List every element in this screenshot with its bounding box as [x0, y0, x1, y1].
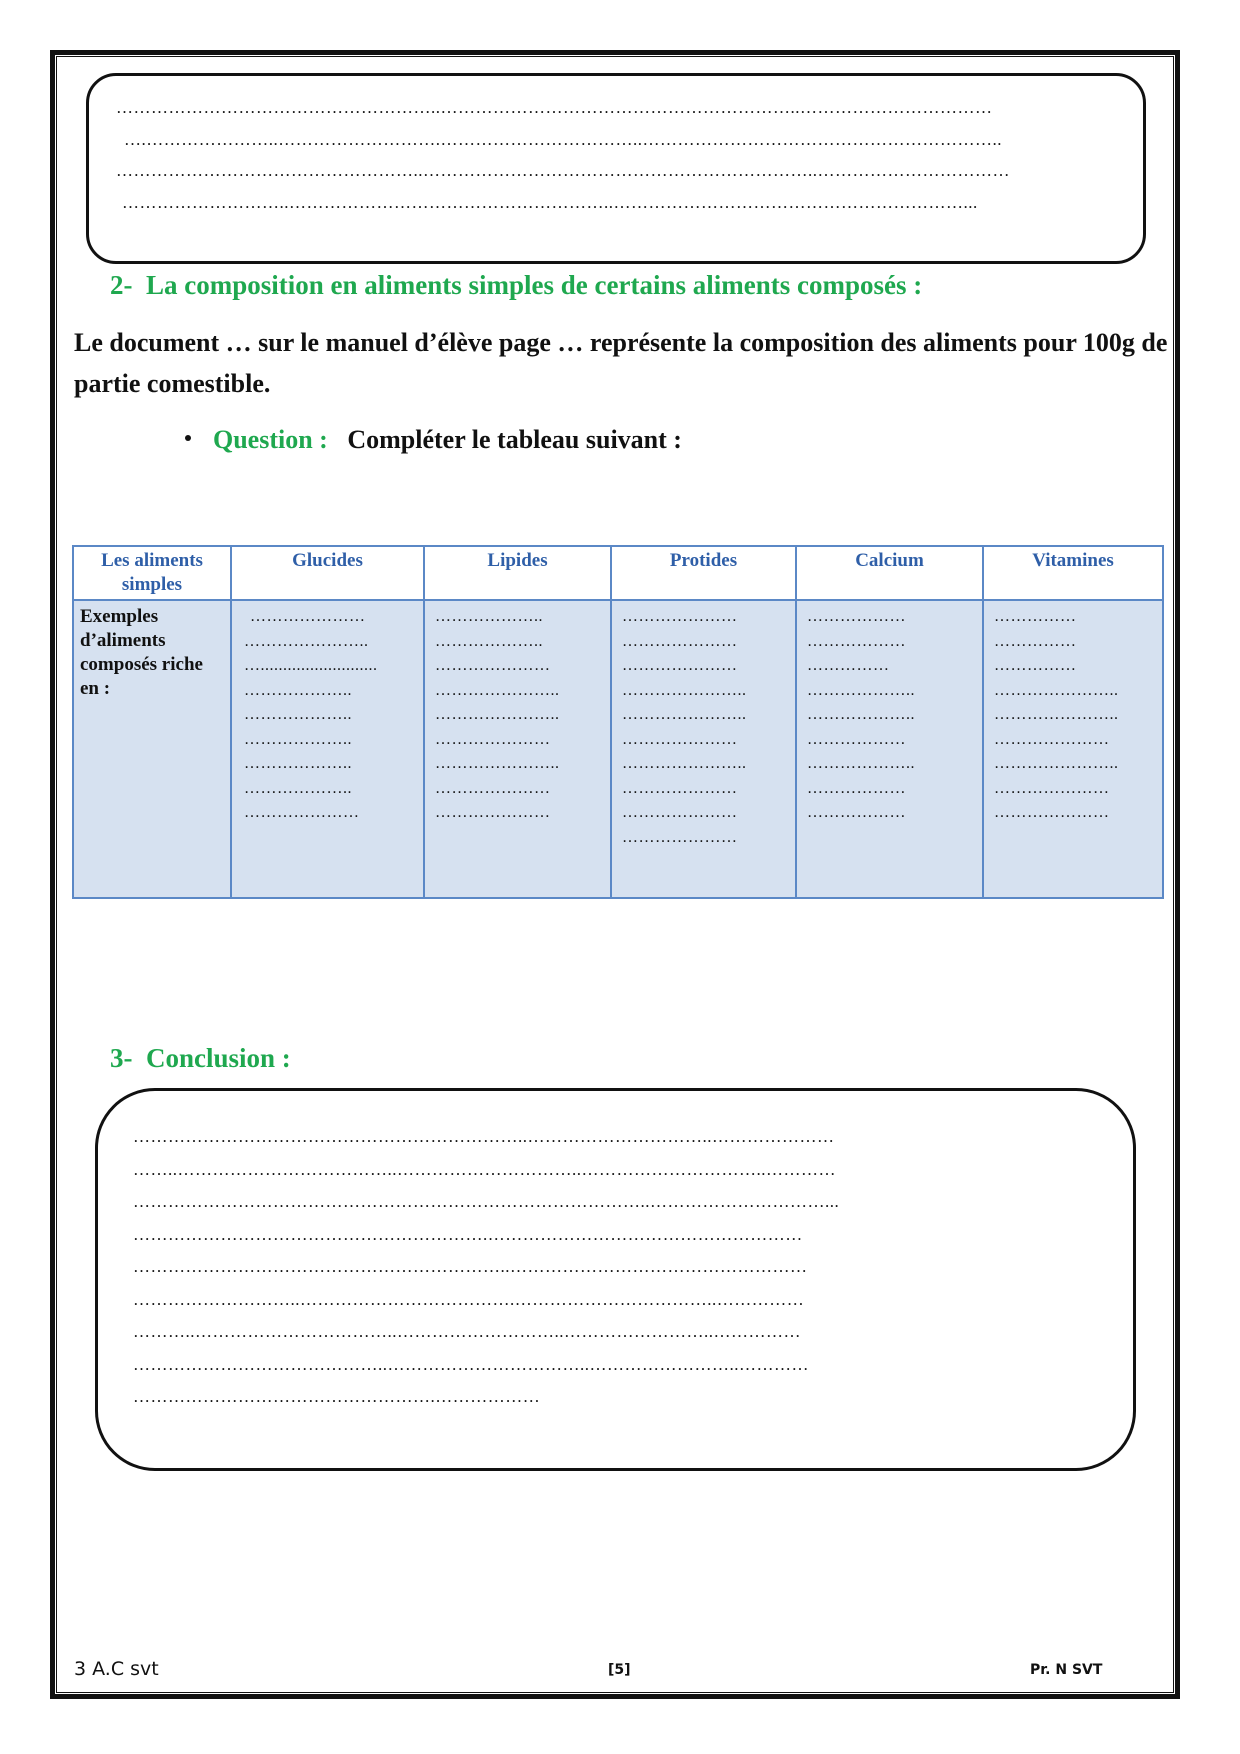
calcium-cell[interactable]	[796, 600, 983, 898]
fill-line[interactable]: …………………..	[435, 706, 560, 723]
fill-line[interactable]: …………………	[435, 804, 551, 821]
conclusion-line[interactable]: …………………………………………….………………	[133, 1387, 541, 1406]
conclusion-line[interactable]: ……………………………………..……………………………..……………………..…………	[133, 1355, 809, 1374]
fill-line[interactable]: ………………..	[244, 779, 352, 797]
fill-line[interactable]: ………………	[807, 632, 906, 650]
conclusion-line[interactable]: ……………………………………………………………………………..…………………………...	[133, 1192, 840, 1211]
footer-right: Pr. N SVT	[1030, 1662, 1103, 1678]
bullet-icon	[185, 435, 191, 441]
fill-line[interactable]: ………………	[807, 804, 906, 821]
fill-line[interactable]: …………………..	[244, 632, 369, 650]
fill-line[interactable]: …………………	[435, 779, 551, 797]
fill-line[interactable]: ………………..	[435, 632, 543, 650]
conclusion-line[interactable]: …………………………………………………….………………………………………………	[133, 1225, 803, 1244]
section-3-heading	[110, 1043, 291, 1074]
fill-line[interactable]: …………………	[622, 779, 738, 797]
lipides-cell[interactable]	[424, 600, 611, 898]
answer-line[interactable]: ………………………..………………………………………………..……………………………………………………...	[122, 193, 978, 212]
answer-line[interactable]: ………………………………………………..……………………………………………………..……………………………	[116, 98, 993, 117]
header-vitamines: Vitamines	[983, 546, 1163, 600]
fill-line[interactable]: ………………	[807, 608, 906, 625]
fill-line[interactable]: ……………	[807, 657, 890, 674]
question-line	[185, 425, 682, 455]
header-lipides: Lipides	[424, 546, 611, 600]
fill-line[interactable]: …………………	[622, 730, 738, 748]
fill-line[interactable]: ………………..	[807, 755, 915, 772]
section-number: 2-	[110, 270, 133, 300]
fill-line[interactable]: …………………	[622, 828, 738, 846]
conclusion-line[interactable]: ………..……………………………..………………………..……………………..……………	[133, 1322, 801, 1341]
conclusion-line[interactable]: ………………………..……………………………….……………………………..……………	[133, 1290, 805, 1309]
fill-line[interactable]: …………………..	[622, 681, 747, 699]
conclusion-line[interactable]: …………………………………………………………..…………………………..…………………	[133, 1127, 835, 1146]
fill-line[interactable]: …………………	[622, 608, 738, 625]
fill-line[interactable]: ……………	[994, 657, 1077, 674]
fill-line[interactable]: …………………..	[435, 755, 560, 772]
answer-line[interactable]: ……………………………………………..…………………………………………………………..……………………………	[116, 161, 1010, 180]
answer-line[interactable]: ….…………………..……………………….……………………………..……………………………………………………..	[124, 130, 1002, 149]
fill-line[interactable]: …..........................	[244, 657, 378, 674]
fill-line[interactable]: ………………..	[435, 608, 543, 625]
fill-line[interactable]: …………………	[622, 804, 738, 821]
protides-cell[interactable]	[611, 600, 796, 898]
header-aliments-simples: Les aliments simples	[73, 546, 231, 600]
fill-line[interactable]: …………………..	[994, 681, 1119, 699]
fill-line[interactable]: …………………	[622, 632, 738, 650]
section-title: La composition en aliments simples de certains aliments composés :	[146, 270, 923, 300]
intro-paragraph: Le document … sur le manuel d’élève page … représente la composition des aliments pour 100g de partie comestible.	[74, 328, 1168, 398]
fill-line[interactable]: ………………..	[244, 681, 352, 699]
fill-line[interactable]: ……………	[994, 632, 1077, 650]
header-calcium: Calcium	[796, 546, 983, 600]
footer-left: 3 A.C svt	[74, 1658, 159, 1680]
fill-line[interactable]: ………………..	[244, 755, 352, 772]
table-header-row	[73, 546, 1163, 600]
section-2-heading	[110, 270, 922, 301]
header-glucides: Glucides	[231, 546, 424, 600]
fill-line[interactable]: …………………	[622, 657, 738, 674]
section-number: 3-	[110, 1043, 133, 1073]
fill-line[interactable]: …………………	[994, 730, 1110, 748]
fill-line[interactable]: …………………	[435, 657, 551, 674]
row-label-cell	[73, 600, 231, 898]
fill-line[interactable]: ………………..	[244, 730, 352, 748]
fill-line[interactable]: …………………..	[994, 755, 1119, 772]
question-label: Question :	[213, 425, 328, 454]
fill-line[interactable]: …………………	[994, 779, 1110, 797]
conclusion-line[interactable]: ……..………………………………..…………………………..…………………………..…………	[133, 1160, 836, 1179]
fill-line[interactable]: …………………	[250, 608, 366, 625]
fill-line[interactable]: …………………	[994, 804, 1110, 821]
fill-line[interactable]: ………………	[807, 779, 906, 797]
row-label: Exemples d’aliments composés riche en :	[80, 606, 203, 699]
header-protides: Protides	[611, 546, 796, 600]
fill-line[interactable]: …………………..	[435, 681, 560, 699]
fill-line[interactable]: …………………	[435, 730, 551, 748]
fill-line[interactable]: ………………..	[807, 681, 915, 699]
fill-line[interactable]: …………………..	[622, 706, 747, 723]
fill-line[interactable]: ……………	[994, 608, 1077, 625]
fill-line[interactable]: ………………	[807, 730, 906, 748]
glucides-cell[interactable]	[231, 600, 424, 898]
section-title: Conclusion :	[146, 1043, 291, 1073]
conclusion-line[interactable]: ………………………………………………………..……………………………………………	[133, 1257, 808, 1276]
question-text: Compléter le tableau suivant :	[347, 425, 682, 454]
fill-line[interactable]: …………………..	[994, 706, 1119, 723]
footer-page-number: [5]	[608, 1662, 631, 1678]
fill-line[interactable]: ………………..	[244, 706, 352, 723]
fill-line[interactable]: …………………	[244, 804, 360, 821]
fill-line[interactable]: …………………..	[622, 755, 747, 772]
fill-line[interactable]: ………………..	[807, 706, 915, 723]
composition-table	[72, 545, 1164, 899]
table-row	[73, 600, 1163, 898]
vitamines-cell[interactable]	[983, 600, 1163, 898]
